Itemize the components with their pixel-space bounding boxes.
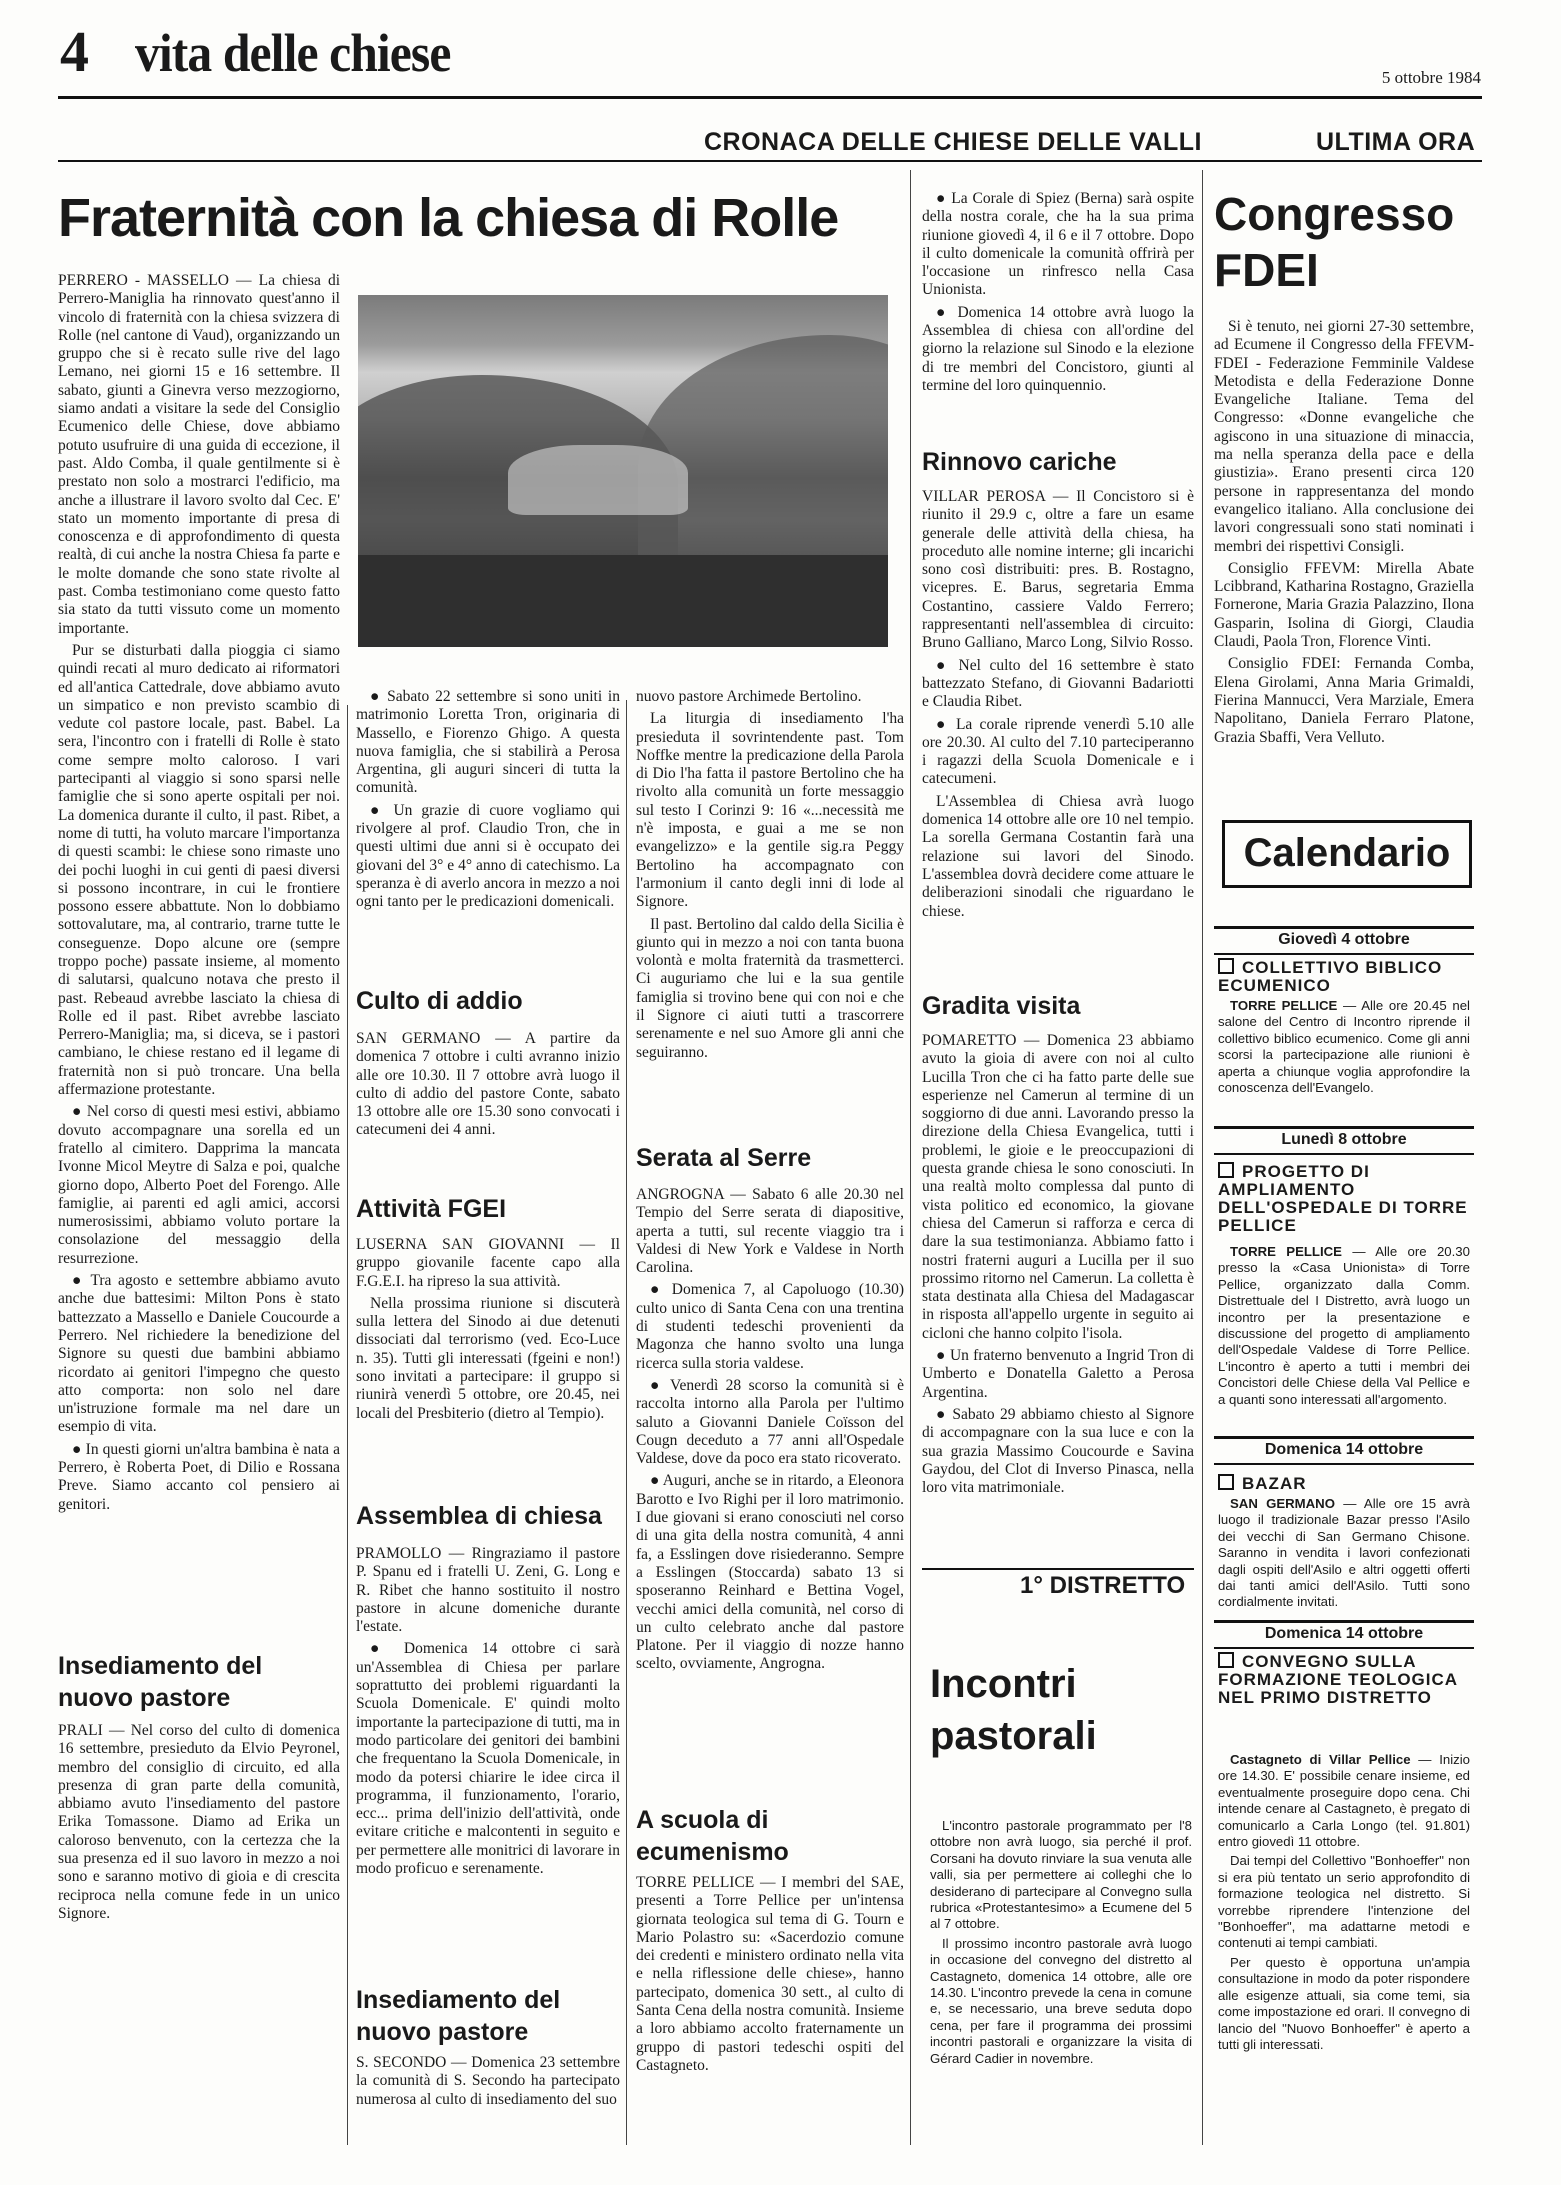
- section-label-distretto: 1° DISTRETTO: [1020, 1572, 1186, 1599]
- issue-date: 5 ottobre 1984: [1381, 68, 1481, 87]
- heading-insediamento-secondo: Insediamento del nuovo pastore: [356, 1986, 561, 2046]
- paragraph: L'Assemblea di Chiesa avrà luogo domenica 14 ottobre alle ore 10 nel tempio. La sorella Germana Costantin farà una relazione sui lavori del Sinodo. L'assemblea dovrà decidere come attuare le deliberazioni sinodali che riguardano le chiese.: [922, 792, 1194, 920]
- heading-ecumenismo: A scuola di ecumenismo: [636, 1806, 789, 1866]
- paragraph: ● Domenica 14 ottobre avrà luogo la Assemblea di chiesa con all'ordine del giorno la relazione sul Sinodo e la elezione di tre membri del Concistoro, giunti al termine del loro quinquennio.: [922, 303, 1194, 394]
- paragraph: ● Domenica 7, al Capoluogo (10.30) culto unico di Santa Cena con una trentina di studenti tedeschi provenienti da Magonza che hanno svolto una lunga ricerca sulla storia valdese.: [636, 1281, 904, 1372]
- event-description: Dai tempi del Collettivo "Bonhoeffer" non si era più tentato un serio approfondito di formazione teologica nel distretto. Si vorrebbe riprendere l'intenzione del "Bonhoeffer", ma adattarne metodi e contenuti ai tempi cambiati.: [1218, 1853, 1470, 1951]
- heading-incontri-pastorali: Incontri pastorali: [930, 1662, 1097, 1758]
- paragraph: PERRERO - MASSELLO — La chiesa di Perrero-Maniglia ha rinnovato quest'anno il vincolo di fraternità con la chiesa svizzera di Rolle (nel cantone di Vaud), organizzando un gruppo che si è recato sulle rive del lago Lemano, nei giorni 15 e 16 settembre. Il sabato, giunti a Ginevra verso mezzogiorno, siamo andati a visitare la sede del Consiglio Ecumenico delle Chiese, dove abbiamo potuto usufruire di una guida di eccezione, il past. Aldo Comba, il quale gentilmente si è prestato non solo a mostrarci l'edificio, ma anche a illustrare il lavoro svolto dal Cec. E' stato un momento importante di presa di conoscenza e di approfondimento di questa realtà, di cui anche la nostra Chiesa fa parte e le molte domande che sono state rivolte al past. Comba testimoniano come questo fatto sia stato da tutti vissuto come un momento importante.: [58, 272, 340, 637]
- article-ecumenismo: [636, 1874, 904, 2144]
- paragraph: nuovo pastore Archimede Bertolino.: [636, 688, 862, 705]
- paragraph: Pur se disturbati dalla pioggia ci siamo quindi recati al muro dedicato ai riformatori ed all'antica Cattedrale, dove abbiamo avuto un simpatico e non previsto scambio di vedute col pastore locale, past. Babel. La sera, l'incontro con i fratelli di Rolle è stato come sempre molto caloroso. I vari partecipanti al viaggio si sono sparsi nelle famiglie che si sono aperte ospitali per noi. La domenica durante il culto, il past. Ribet, a nome di tutti, ha voluto marcare l'importanza di questi scambi: le chiese sono rimaste uno dei pochi luoghi in cui genti di paesi diversi si possono incontrare, in cui le frontiere possono essere abbattute. Non lo dobbiamo sottovalutare, ma, al contrario, trarne tutte le conseguenze. Dopo alcune ore (sempre troppo poche) passate insieme, al momento di salutarsi, qualcuno notava che presto il past. Rebeaud avrebbe lasciato la chiesa di Rolle ed il past. Ribet avrebbe lasciato Perrero-Maniglia; ma, si diceva, se i pastori cambiano, le chiese restano ed il legame di fraternità non si può troncare. Una bella affermazione protestante.: [58, 641, 340, 1099]
- calendar-day: Giovedì 4 ottobre: [1214, 926, 1474, 955]
- event-description: Alle ore 20.30 presso la «Casa Unionista» di Torre Pellice, organizzato dalla Comm. Distrettuale del I Distretto, avrà luogo un incontro per la presentazione e discussione del progetto di ampliamento dell'Ospedale Valdese di Torre Pellice. L'incontro è aperto a tutti i membri dei Concistori delle Chiese della Val Pellice e a quanti sono interessati all'argomento.: [1218, 1244, 1470, 1407]
- column-rule: [910, 170, 911, 2145]
- section-label-valli: CRONACA DELLE CHIESE DELLE VALLI: [704, 128, 1202, 156]
- paragraph: ● La Corale di Spiez (Berna) sarà ospite della nostra corale, che ha la sua prima riunione giovedì 4, il 6 e il 7 ottobre. Dopo il culto domenicale la comunità offrirà per l'occasione un rinfresco nella Casa Unionista.: [922, 190, 1194, 299]
- event-description: Alle ore 15 avrà luogo il tradizionale Bazar presso l'Asilo dei vecchi di San Germano Chisone. Saranno in vendita i lavori confezionati dagli ospiti dell'Asilo e altri oggetti offerti dai tanti amici dell'Asilo. Tutti sono cordialmente invitati.: [1218, 1496, 1470, 1610]
- headline-rolle: Fraternità con la chiesa di Rolle: [58, 188, 839, 248]
- paragraph: S. SECONDO — Domenica 23 settembre la comunità di S. Secondo ha partecipato numerosa al culto di insediamento del suo: [356, 2054, 620, 2108]
- paragraph: ● Auguri, anche se in ritardo, a Eleonora Barotto e Ivo Righi per il loro matrimonio. I due giovani si erano conosciuti nel corso di una gita della nostra comunità, 4 anni fa, a Esslingen dove risiederanno. Sempre a Esslingen (Stoccarda) sabato 13 si sposeranno Reinhard e Bettina Vogel, vecchi amici della comunità, nel corso di un culto celebrato anche dal pastore Platone. Per il viaggio di nozze hanno scelto, ovviamente, Angrogna.: [636, 1472, 904, 1673]
- paragraph: Consiglio FFEVM: Mirella Abate Lcibbrand, Katharina Rostagno, Graziella Fornerone, Maria Grazia Palazzino, Ilona Gasparin, Isolina di Giorgi, Claudia Claudi, Paola Tron, Florence Vinti.: [1214, 559, 1474, 651]
- paragraph: Si è tenuto, nei giorni 27-30 settembre, ad Ecumene il Congresso della FFEVM-FDEI - Federazione Femminile Valdese Metodista e della Federazione Donne Evangeliche Italiane. Tema del Congresso: «Donne evangeliche che agiscono in una situazione di minaccia, ma nella speranza della pace e della giustizia». Erano presenti circa 120 persone in rappresentanza del mondo evangelico italiano. Alla conclusione dei lavori congressuali sono stati nominati i membri dei rispettivi Consigli.: [1214, 318, 1474, 555]
- paragraph: VILLAR PEROSA — Il Concistoro si è riunito il 29.9 c, oltre a fare un esame generale delle attività della chiesa, ha proceduto alle nomine interne; gli incarichi sono così distribuiti: pres. B. Rostagno, vicepres. E. Barus, segretaria Emma Costantino, cassiere Valdo Ferrero; rappresentanti nell'assemblea di circuito: Bruno Galliano, Marco Long, Silvio Rosso.: [922, 488, 1194, 652]
- paragraph: SAN GERMANO — A partire da domenica 7 ottobre i culti avranno inizio alle ore 10.30. Il 7 ottobre avrà luogo il culto di addio del pastore Conte, sabato 13 ottobre alle ore 15.30 sono convocati i catecumeni dei 4 anni.: [356, 1030, 620, 1139]
- calendar-box: [1222, 820, 1472, 888]
- calendar-event-text: TORRE PELLICE — Alle ore 20.45 nel salone del Centro di Incontro riprende il collettivo biblico ecumenico. Come gli anni scorsi la partecipazione alle riunioni è aperta a chiunque voglia approfondire la conoscenza dell'Evangelo.: [1218, 998, 1470, 1096]
- column-rule: [347, 705, 348, 2145]
- paragraph: LUSERNA SAN GIOVANNI — Il gruppo giovanile facente capo alla F.G.E.I. ha ripreso la sua attività.: [356, 1236, 620, 1290]
- paragraph: Il past. Bertolino dal caldo della Sicilia è giunto qui in mezzo a noi con tanta buona volontà e molta fraternità da trasmetterci. Ci auguriamo che lui e la sua gentile famiglia si trovino bene qui con noi e che il Signore ci aiuti tutti a trascorrere serenamente e nel suo Amore gli anni che seguiranno.: [636, 915, 904, 1061]
- calendar-day: Lunedì 8 ottobre: [1214, 1126, 1474, 1155]
- calendar-event-text: Castagneto di Villar Pellice — Inizio ore 14.30. E' possibile cenare insieme, ed eventualmente proseguire dopo cena. Chi intende cenare al Castagneto, è pregato di comunicarlo a Carla Longo (tel. 91.801) entro giovedì 11 ottobre. Dai tempi del Collettivo "Bonhoeffer" non si era più tentato un serio approfondito di formazione teologica nel distretto. Si vorrebbe riprendere l'intenzione del "Bonhoeffer", ma adattarne metodi e contenuti ai tempi cambiati. Per questo è opportuna un'ampia consultazione in modo da poter rispondere alle esigenze attuali, sia come temi, sia come impostazione ed orari. Il convegno di lancio del "Nuovo Bonhoeffer" è aperto a tutti gli interessati.: [1218, 1752, 1470, 2052]
- section-rule: [58, 160, 1482, 162]
- paragraph: ● Venerdì 28 scorso la comunità si è raccolta intorno alla Parola per l'ultimo saluto a Giovanni Daniele Coïsson del Cougn deceduto a 77 anni all'Ospedale Valdese, dove da poco era stato ricoverato.: [636, 1376, 904, 1468]
- heading-congresso-fdei: Congresso FDEI: [1214, 188, 1455, 296]
- article-insediamento-secondo: [356, 2054, 620, 2144]
- heading-gradita-visita: Gradita visita: [922, 992, 1081, 1020]
- section-label-ultima-ora: ULTIMA ORA: [1316, 128, 1476, 156]
- heading-fgei: Attività FGEI: [356, 1195, 507, 1223]
- calendar-day: Domenica 14 ottobre: [1214, 1436, 1474, 1465]
- paragraph: Il prossimo incontro pastorale avrà luogo in occasione del convegno del distretto al Castagneto, domenica 14 ottobre, alle ore 14.30. L'incontro prevede la cena in comune e, se necessario, una breve seduta dopo cena, per fare il programma dei prossimi incontri pastorali e organizzare la visita di Gérard Cadier in novembre.: [930, 1935, 1192, 2066]
- event-description: Alle ore 20.45 nel salone del Centro di Incontro riprende il collettivo biblico ecumenico. Come gli anni scorsi la partecipazione alle riunioni è aperta a chiunque voglia approfondire la conoscenza dell'Evangelo.: [1218, 998, 1470, 1096]
- page-number: 4: [60, 19, 89, 84]
- paragraph: ● La corale riprende venerdì 5.10 alle ore 20.30. Al culto del 7.10 parteciperanno i ragazzi della Scuola Domenicale e i catecumeni.: [922, 715, 1194, 788]
- calendar-day: Domenica 14 ottobre: [1214, 1620, 1474, 1649]
- distretto-rule: [922, 1568, 1194, 1570]
- calendar-event-title: COLLETTIVO BIBLICO ECUMENICO: [1218, 958, 1472, 995]
- paragraph: ● In questi giorni un'altra bambina è nata a Perrero, è Roberta Poet, di Dilio e Rossana Preve. Siamo accanto col pensiero ai genitori.: [58, 1440, 340, 1513]
- column-rule: [626, 700, 627, 2145]
- paragraph: Nella prossima riunione si discuterà sulla lettera del Sinodo ai due detenuti dissociati dal terrorismo (ved. Eco-Luce n. 35). Tutti gli interessati (fgeini e non!) sono invitati a partecipare: il gruppo si riunirà venerdì 5 ottobre, ore 20.45, nei locali del Presbiterio (dietro al Tempio).: [356, 1294, 620, 1422]
- calendar-event-text: SAN GERMANO — Alle ore 15 avrà luogo il tradizionale Bazar presso l'Asilo dei vecchi di San Germano Chisone. Saranno in vendita i lavori confezionati dagli ospiti dell'Asilo e altri oggetti offerti dai tanti amici dell'Asilo. Tutti sono cordialmente invitati.: [1218, 1496, 1470, 1610]
- paragraph: PRALI — Nel corso del culto di domenica 16 settembre, presieduto da Elvio Peyronel, membro del consiglio di circuito, ed alla presenza di gran parte della comunità, abbiamo avuto l'insediamento del pastore Erika Tomassone. Diamo ad Erika un caloroso benvenuto, con la certezza che la sua presenza ed il suo lavoro in mezzo a noi sono e saranno motivo di gioia e di crescita reciproca nella comune fede in un unico Signore.: [58, 1722, 340, 1922]
- paragraph: ● Un grazie di cuore vogliamo qui rivolgere al prof. Claudio Tron, che in questi ultimi due anni si è occupato dei giovani del 3° e 4° anno di catechismo. La speranza è di averlo ancora in mezzo a noi ogni tanto per le predicazioni domenicali.: [356, 801, 620, 911]
- event-place: Castagneto di Villar Pellice: [1230, 1752, 1411, 1767]
- article-serata-serre: [636, 1186, 904, 1716]
- heading-rinnovo-cariche: Rinnovo cariche: [922, 448, 1117, 476]
- article-rolle-col2: [356, 688, 620, 958]
- section-title: vita delle chiese: [135, 23, 451, 83]
- paragraph: ● Nel corso di questi mesi estivi, abbiamo dovuto accompagnare una sorella ed un fratello al cimitero. Dapprima la mancata Ivonne Micol Meytre di Salza e poi, qualche giorno dopo, Alberto Poet del Forengo. Alle famiglie, ai parenti ed agli amici, accorsi numerosissimi, abbiamo voluto portare la consolazione del messaggio della resurrezione.: [58, 1103, 340, 1267]
- header-rule: [58, 96, 1482, 99]
- paragraph: ● Tra agosto e settembre abbiamo avuto anche due battesimi: Milton Pons è stato battezzato a Massello e Daniele Coucourde a Perrero. Nel richiedere la benedizione del Signore su questi due bambini abbiamo ricordato ai genitori l'impegno che questo atto comporta: non solo nel dare un'istruzione formale ma nel dare un esempio di vita.: [58, 1272, 340, 1436]
- heading-culto-addio: Culto di addio: [356, 987, 523, 1015]
- paragraph: TORRE PELLICE — I membri del SAE, presenti a Torre Pellice per un'intensa giornata teologica sul tema di G. Tourn e Mario Polastro su: «Sacerdozio comune dei credenti e ministero ordinato nella vita e nella riflessione delle chiese», hanno partecipato, domenica 30 sett., al culto di Santa Cena della nostra comunità. Insieme a loro abbiamo accolto fraternamente un gruppo di pastori tedeschi ospiti del Castagneto.: [636, 1874, 904, 2074]
- article-rolle-col1: [58, 272, 340, 1562]
- heading-assemblea-pramollo: Assemblea di chiesa: [356, 1502, 602, 1530]
- paragraph: ● Sabato 22 settembre si sono uniti in matrimonio Loretta Tron, originaria di Massello, e Fiorenzo Ghigo. A questa nuova famiglia, che si stabilirà a Perosa Argentina, gli auguri sinceri di tutta la comunità.: [356, 688, 620, 797]
- paragraph: POMARETTO — Domenica 23 abbiamo avuto la gioia di avere con noi al culto Lucilla Tron che ci ha fatto parte delle sue esperienze nel Camerun al termine di un soggiorno di due anni. Lavorando presso la direzione della Chiesa Evangelica, tutti i problemi, le gioie e le preoccupazioni di questa grande chiesa le sono conosciuti. In una realtà molto complessa dal punto di vista politico ed economico, la giovane chiesa del Camerun si rafforza e cerca di dare la sua testimonianza. Abbiamo fatto i nostri fraterni auguri a Lucilla per il suo prossimo ritorno nel Camerun. La colletta è stata destinata alla Chiesa del Madagascar in risposta all'appello urgente in seguito ai cicloni che hanno colpito l'isola.: [922, 1032, 1194, 1342]
- calendar-event-title: PROGETTO DI AMPLIAMENTO DELL'OSPEDALE DI TORRE PELLICE: [1218, 1162, 1472, 1235]
- article-fgei: [356, 1236, 620, 1486]
- paragraph: ● Nel culto del 16 settembre è stato battezzato Stefano, di Giovanni Badariotti e Claudia Ribet.: [922, 656, 1194, 711]
- paragraph: ANGROGNA — Sabato 6 alle 20.30 nel Tempio del Serre serata di diapositive, aperta a tutti, sul recente viaggio tra i Valdesi di New York e Valdese in North Carolina.: [636, 1186, 904, 1277]
- event-description: Per questo è opportuna un'ampia consultazione in modo da poter rispondere alle esigenze attuali, sia come temi, sia come impostazione ed orari. Il convegno di lancio del "Nuovo Bonhoeffer" è aperto a tutti gli interessati.: [1218, 1954, 1470, 2052]
- article-incontri-pastorali: [930, 1818, 1192, 2143]
- article-culto-addio: [356, 1030, 620, 1170]
- calendar-event-text: TORRE PELLICE — Alle ore 20.30 presso la «Casa Unionista» di Torre Pellice, organizzato dalla Comm. Distrettuale del I Distretto, avrà luogo un incontro per la presentazione e discussione del progetto di ampliamento dell'Ospedale Valdese di Torre Pellice. L'incontro è aperto a tutti i membri dei Concistori delle Chiese della Val Pellice e a quanti sono interessati all'argomento.: [1218, 1244, 1470, 1407]
- article-assemblea-pramollo: [356, 1545, 620, 1960]
- heading-serata-serre: Serata al Serre: [636, 1144, 812, 1172]
- paragraph: PRAMOLLO — Ringraziamo il pastore P. Spanu ed i fratelli U. Zeni, G. Long e R. Ribet che hanno sostituito il nostro pastore in alcune domeniche durante l'estate.: [356, 1545, 620, 1636]
- paragraph: ● Domenica 14 ottobre ci sarà un'Assemblea di Chiesa per parlare soprattutto dei problemi riguardanti la Scuola Domenicale. E' quindi molto importante la partecipazione di tutti, ma in modo particolare dei genitori dei bambini che frequentano la Scuola Domenicale, in modo da potersi chiarire le idee circa il programma, il funzionamento, l'orario, ecc... prima dell'inizio dell'attività, onde evitare critiche e malcontenti in seguito e per permettere alle monitrici di lavorare in modo proficuo e serenamente.: [356, 1640, 620, 1878]
- paragraph: La liturgia di insediamento l'ha presieduta il sovrintendente past. Tom Noffke mentre la predicazione della Parola di Dio l'ha fatta il pastore Bertolino che ha rivolto alla comunità un forte messaggio sul testo I Corinzi 9: 16 «...necessità me n'è imposta, e guai a me se non evangelizzo» e la gentile sig.ra Peggy Bertolino ha accompagnato con l'armonium il canto degli inni di lode al Signore.: [636, 710, 904, 911]
- calendar-event-title: CONVEGNO SULLA FORMAZIONE TEOLOGICA NEL PRIMO DISTRETTO: [1218, 1652, 1472, 1707]
- church-landscape-photo: [358, 295, 888, 647]
- article-insediamento-secondo-cont: [636, 688, 904, 1143]
- article-insediamento-prali: [58, 1722, 340, 2142]
- paragraph: L'incontro pastorale programmato per l'8 ottobre non avrà luogo, sia perché il prof. Corsani ha dovuto rinviare la sua venuta alle valli, sia per permettere ai colleghi che lo desiderano di partecipare al Convegno sulla rubrica «Protestantesimo» a Ecumene del 5 al 7 ottobre.: [930, 1818, 1192, 1932]
- article-corale-spiez: [922, 190, 1194, 430]
- article-rinnovo-cariche: [922, 488, 1194, 968]
- column-rule: [1202, 170, 1203, 2145]
- event-place: TORRE PELLICE: [1230, 998, 1338, 1013]
- article-congresso-fdei: [1214, 318, 1474, 798]
- heading-insediamento-prali: Insediamento del nuovo pastore: [58, 1652, 263, 1712]
- event-place: SAN GERMANO: [1230, 1496, 1335, 1511]
- paragraph: ● Un fraterno benvenuto a Ingrid Tron di Umberto e Donatella Galetto a Perosa Argentina.: [922, 1347, 1194, 1401]
- article-gradita-visita: [922, 1032, 1194, 1524]
- paragraph: ● Sabato 29 abbiamo chiesto al Signore di accompagnare con la sua luce e con la sua grazia Massimo Coucourde e Savina Gaydou, del Clot di Inverso Pinasca, nella loro vita matrimoniale.: [922, 1405, 1194, 1497]
- event-description: Inizio ore 14.30. E' possibile cenare insieme, ed eventualmente proseguire dopo cena. Chi intende cenare al Castagneto, è pregato di comunicarlo a Carla Longo (tel. 91.801) entro giovedì 11 ottobre.: [1218, 1752, 1470, 1850]
- paragraph: Consiglio FDEI: Fernanda Comba, Elena Girolami, Anna Maria Grimaldi, Fierina Mannucci, Vera Marziale, Emera Napolitano, Daniela Ferraro Platone, Grazia Sbaffi, Vera Velluto.: [1214, 655, 1474, 746]
- event-place: TORRE PELLICE: [1230, 1244, 1342, 1259]
- calendar-title: Calendario: [1243, 831, 1451, 875]
- calendar-event-title: BAZAR: [1218, 1474, 1472, 1493]
